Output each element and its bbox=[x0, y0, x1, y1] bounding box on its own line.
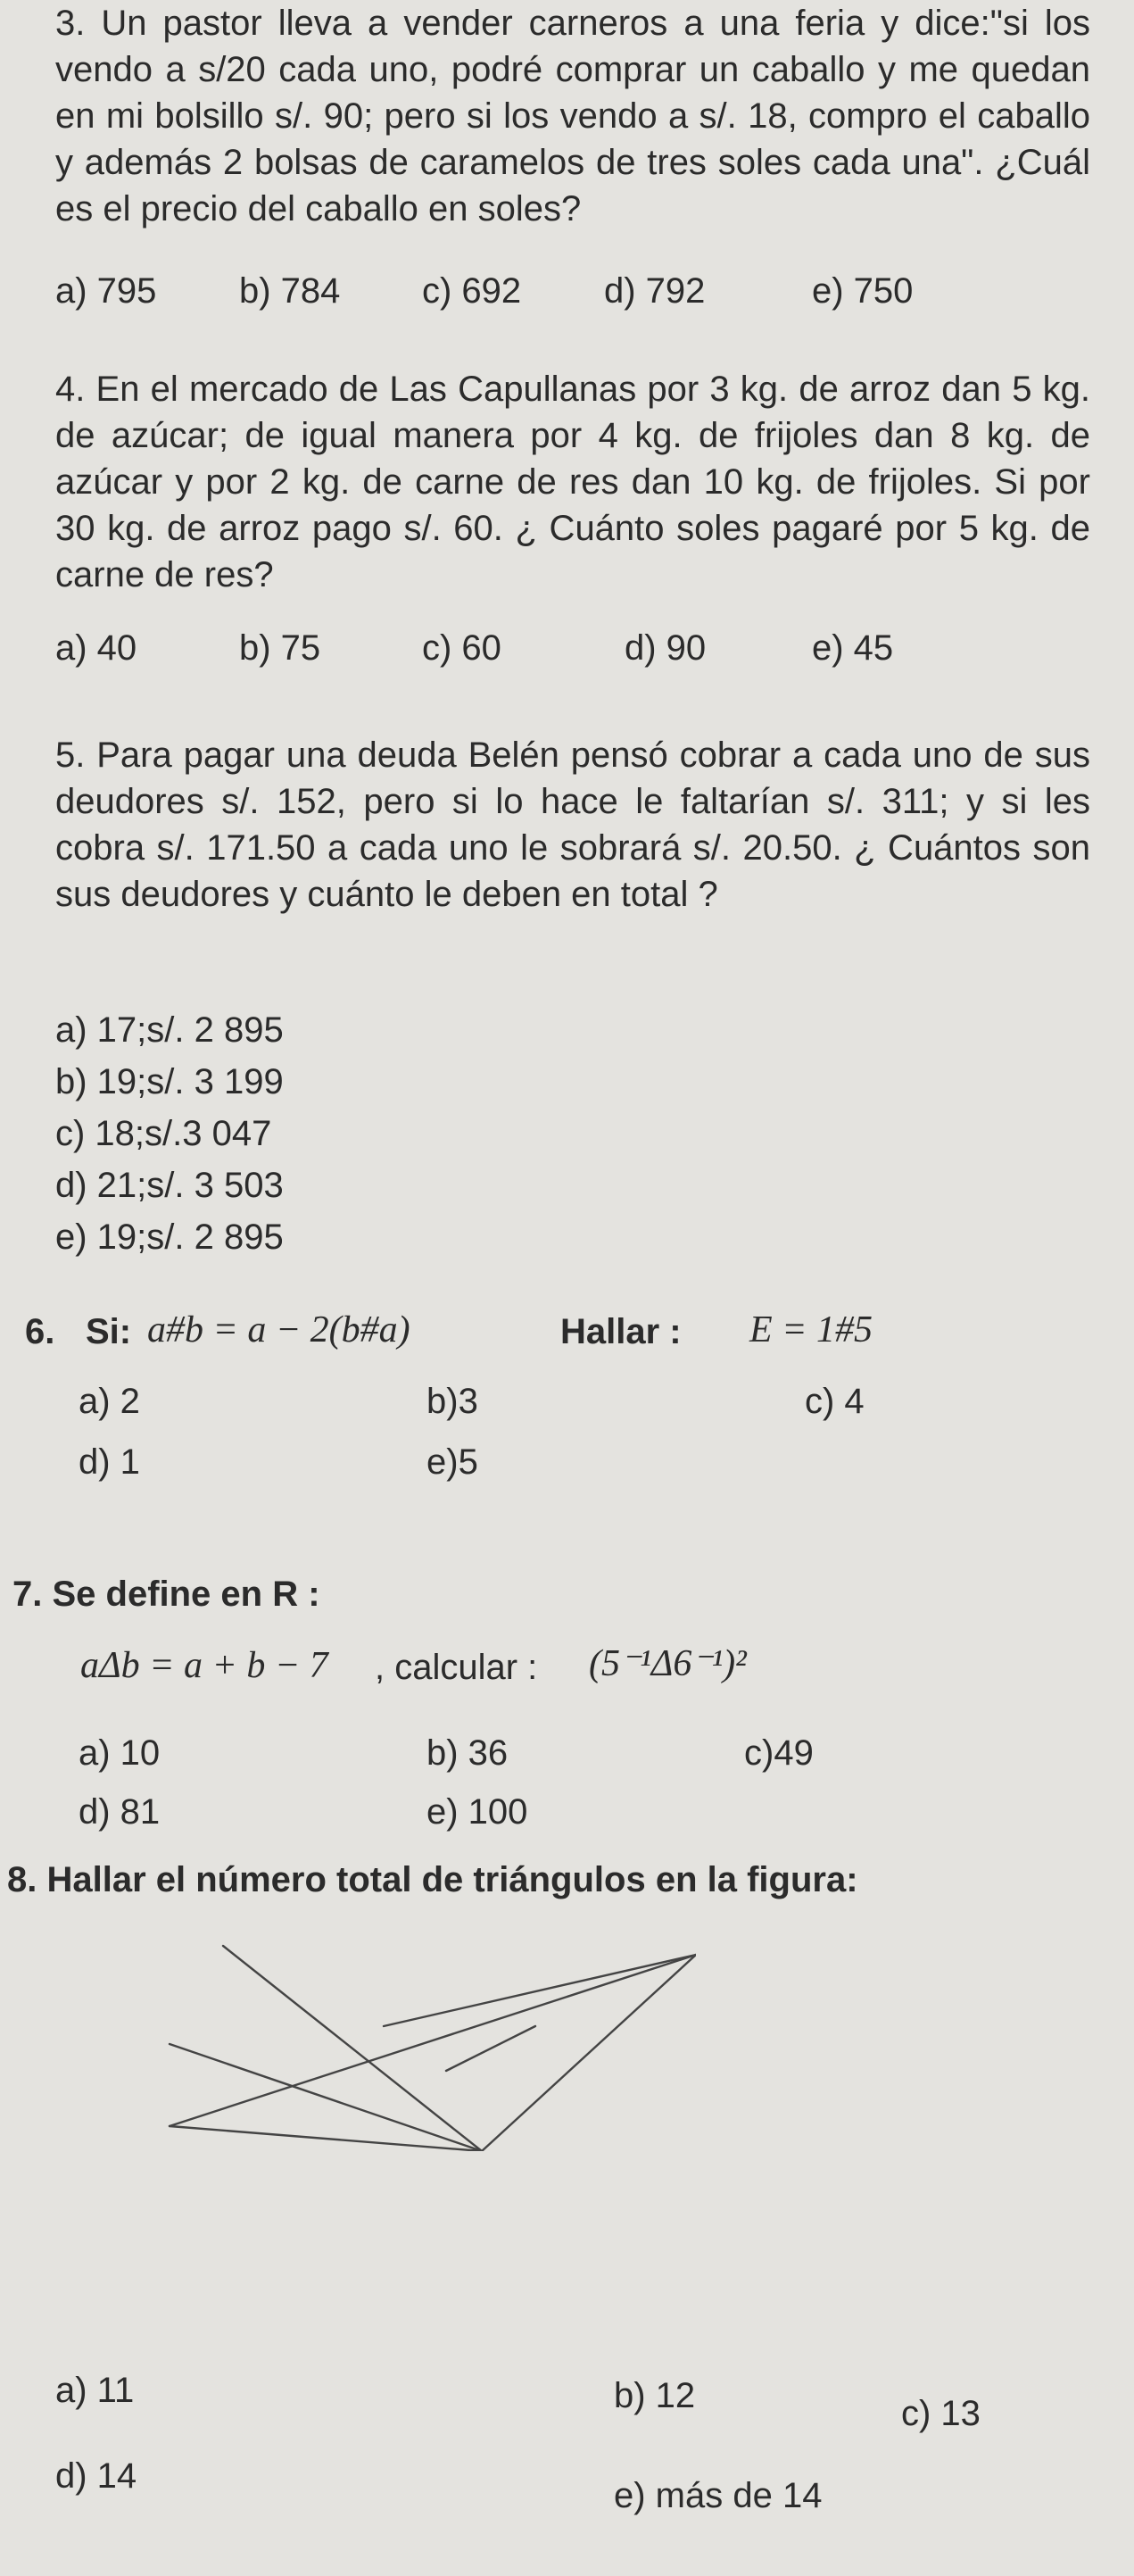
q8-option-e: e) más de 14 bbox=[614, 2476, 823, 2515]
q7-option-b: b) 36 bbox=[426, 1733, 509, 1773]
question-4-text: 4. En el mercado de Las Capullanas por 3 kg. de arroz dan 5 kg. de azúcar; de igual manera por 4 kg. de frijoles dan 8 kg. de azúcar y por 2 kg. de carne de res dan 10 kg. de frijoles. Si por 30 kg. de arroz pago s/. 60. ¿ Cuánto soles pagaré por 5 kg. de carne de res? bbox=[55, 370, 1090, 594]
q6-option-a: a) 2 bbox=[79, 1382, 140, 1421]
q4-option-b: b) 75 bbox=[239, 628, 321, 668]
figure-line bbox=[170, 2044, 482, 2151]
q4-option-c: c) 60 bbox=[422, 628, 501, 668]
q4-option-e: e) 45 bbox=[812, 628, 894, 668]
q8-option-a: a) 11 bbox=[55, 2371, 135, 2410]
q7-calcular-label: , calcular : bbox=[375, 1648, 538, 1687]
triangles-figure bbox=[161, 1937, 696, 2151]
q5-option-b: b) 19;s/. 3 199 bbox=[55, 1062, 284, 1101]
q3-option-b: b) 784 bbox=[239, 271, 341, 311]
q6-si-label: Si: bbox=[86, 1312, 132, 1351]
q3-option-d: d) 792 bbox=[604, 271, 706, 311]
q6-number: 6. bbox=[25, 1312, 55, 1351]
figure-line bbox=[446, 2026, 535, 2071]
q4-option-a: a) 40 bbox=[55, 628, 137, 668]
q5-option-a: a) 17;s/. 2 895 bbox=[55, 1010, 284, 1050]
q5-option-c: c) 18;s/.3 047 bbox=[55, 1114, 272, 1153]
q6-target: E = 1#5 bbox=[749, 1309, 873, 1350]
q7-option-c: c)49 bbox=[744, 1733, 814, 1773]
figure-line bbox=[170, 1955, 696, 2126]
q6-option-e: e)5 bbox=[426, 1442, 478, 1482]
figure-line bbox=[482, 1955, 696, 2151]
q8-option-b: b) 12 bbox=[614, 2376, 696, 2415]
q4-option-d: d) 90 bbox=[625, 628, 707, 668]
figure-line bbox=[223, 1946, 482, 2151]
q8-option-c: c) 13 bbox=[901, 2394, 981, 2433]
q7-option-e: e) 100 bbox=[426, 1792, 528, 1832]
q3-option-a: a) 795 bbox=[55, 271, 157, 311]
q6-option-b: b)3 bbox=[426, 1382, 478, 1421]
q7-option-a: a) 10 bbox=[79, 1733, 161, 1773]
q6-option-c: c) 4 bbox=[805, 1382, 865, 1421]
q5-option-e: e) 19;s/. 2 895 bbox=[55, 1217, 284, 1257]
q8-heading: 8. Hallar el número total de triángulos en la figura: bbox=[7, 1860, 858, 1899]
q6-formula: a#b = a − 2(b#a) bbox=[147, 1309, 410, 1350]
question-3-text: 3. Un pastor lleva a vender carneros a una feria y dice:"si los vendo a s/20 cada uno, podré comprar un caballo y me quedan en mi bolsillo s/. 90; pero si los vendo a s/. 18, compro el caballo y además 2 bolsas de caramelos de tres soles cada una". ¿Cuál es el precio del caballo en soles? bbox=[55, 4, 1090, 229]
q7-option-d: d) 81 bbox=[79, 1792, 161, 1832]
q6-hallar-label: Hallar : bbox=[560, 1312, 682, 1351]
figure-line bbox=[384, 1955, 696, 2026]
figure-line bbox=[170, 2126, 482, 2151]
q6-option-d: d) 1 bbox=[79, 1442, 140, 1482]
q5-option-d: d) 21;s/. 3 503 bbox=[55, 1166, 284, 1205]
q3-option-c: c) 692 bbox=[422, 271, 522, 311]
q7-heading: 7. Se define en R : bbox=[12, 1575, 320, 1614]
q8-option-d: d) 14 bbox=[55, 2456, 137, 2496]
q3-option-e: e) 750 bbox=[812, 271, 914, 311]
q7-target: (5⁻¹Δ6⁻¹)² bbox=[589, 1643, 747, 1684]
question-5-text: 5. Para pagar una deuda Belén pensó cobrar a cada uno de sus deudores s/. 152, pero si lo hace le faltarían s/. 311; y si les cobra s/. 171.50 a cada uno le sobrará s/. 20.50. ¿ Cuántos son sus deudores y cuánto le deben en total ? bbox=[55, 735, 1090, 914]
q7-formula: aΔb = a + b − 7 bbox=[80, 1645, 328, 1686]
